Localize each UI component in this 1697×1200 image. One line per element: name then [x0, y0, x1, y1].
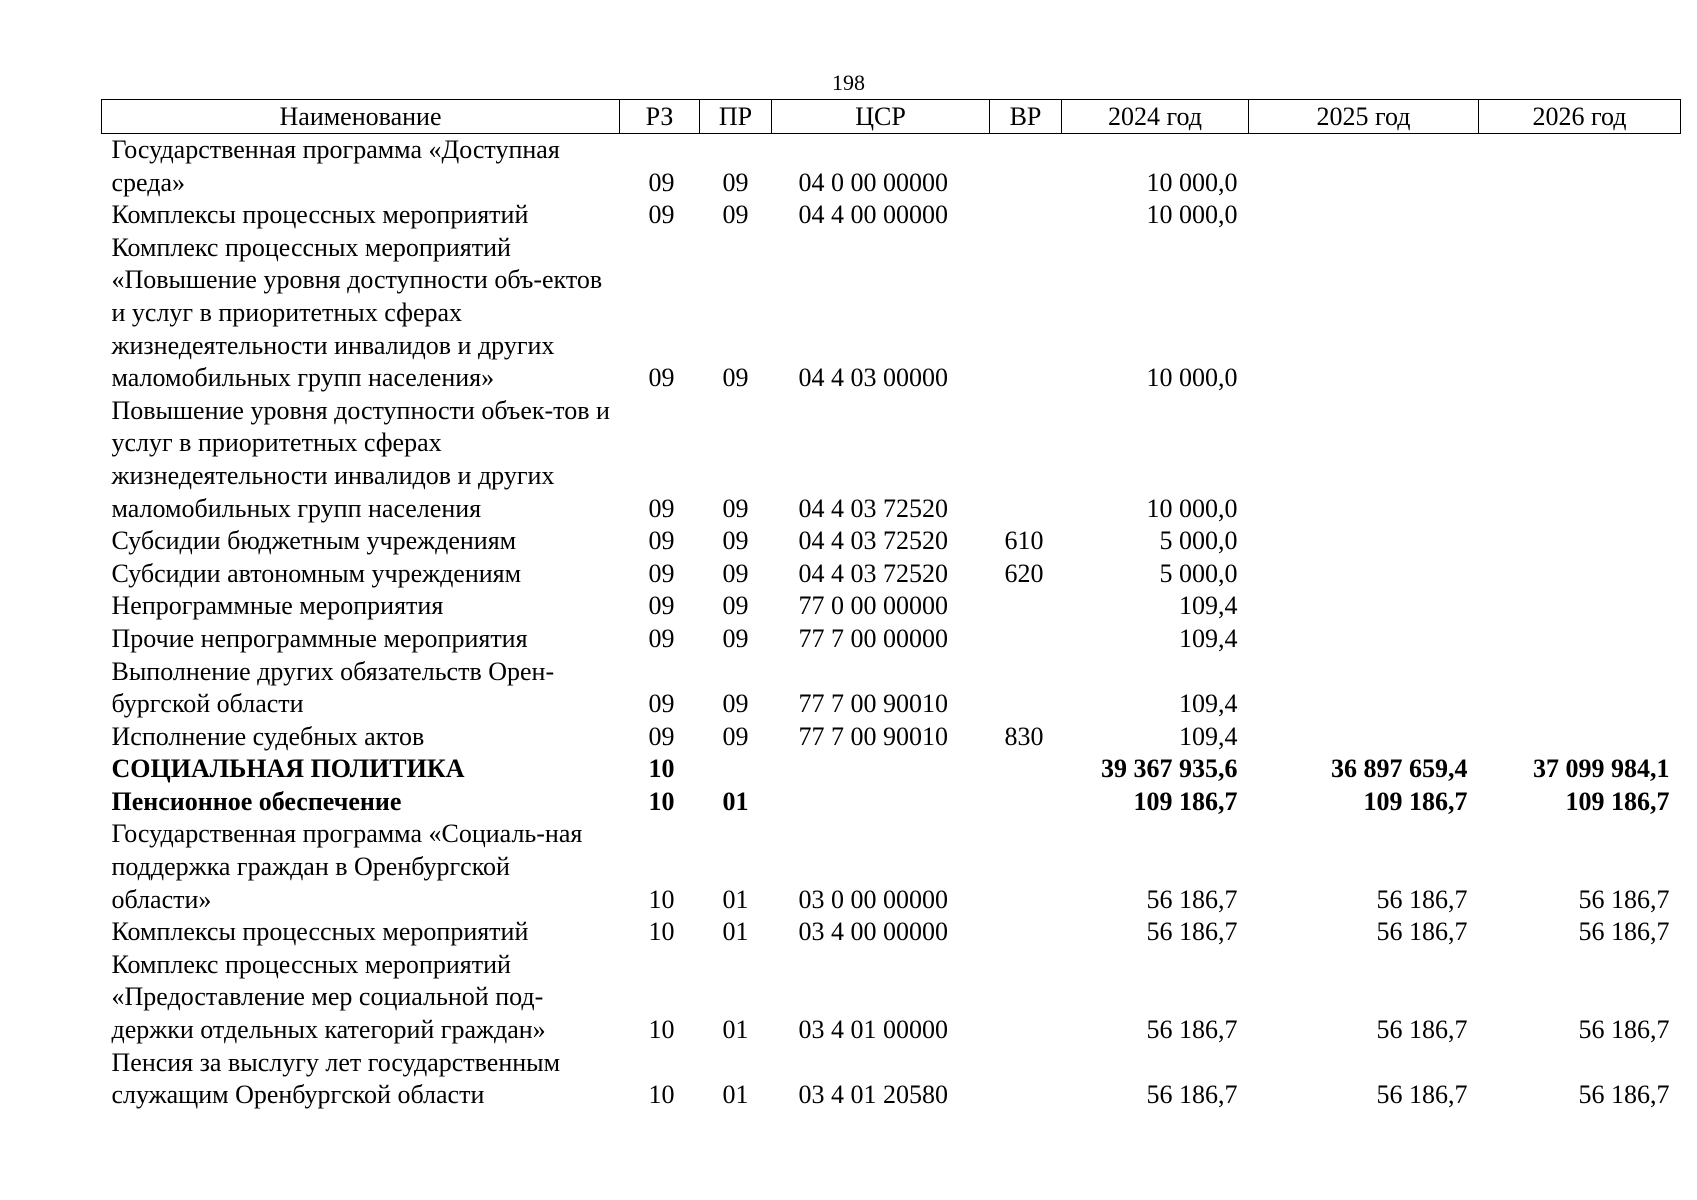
cell-2024: 10 000,0	[1146, 167, 1238, 197]
cell-2025	[1249, 525, 1479, 558]
cell-2025: 36 897 659,4	[1331, 754, 1468, 784]
cell-vr: 830	[1004, 721, 1044, 751]
cell-pr: 09	[722, 526, 749, 556]
cell-vr	[990, 753, 1062, 786]
cell-name: Комплексы процессных мероприятий	[111, 917, 529, 947]
cell-2026	[1479, 656, 1681, 721]
cell-name: Комплекс процессных мероприятий «Повышение уровня доступности объ-ектов и услуг в приоритетных сферах жизнедеятельности инвалидов и других маломобильных групп населения»	[111, 232, 603, 393]
cell-csr: 04 4 03 72520	[798, 526, 948, 556]
cell-vr	[990, 199, 1062, 232]
table-row	[102, 232, 1681, 395]
cell-2025	[1249, 558, 1479, 591]
cell-2026	[1479, 525, 1681, 558]
cell-csr: 77 0 00 00000	[798, 591, 948, 621]
cell-2024: 10 000,0	[1146, 363, 1238, 393]
cell-rz: 10	[648, 884, 675, 914]
cell-csr: 03 4 00 00000	[798, 917, 948, 947]
header-pr: ПР	[700, 100, 772, 134]
header-vr: ВР	[990, 100, 1062, 134]
cell-2026	[1479, 232, 1681, 395]
cell-2025: 109 186,7	[1363, 786, 1468, 816]
cell-vr	[990, 232, 1062, 395]
table-row	[102, 395, 1681, 525]
cell-name: Субсидии бюджетным учреждениям	[111, 526, 517, 556]
cell-2024: 109 186,7	[1133, 786, 1238, 816]
cell-name: Повышение уровня доступности объек-тов и услуг в приоритетных сферах жизнедеятельности инвалидов и других маломобильных групп населения	[111, 395, 610, 523]
cell-rz: 10	[648, 1015, 675, 1045]
cell-2024: 56 186,7	[1146, 1015, 1238, 1045]
cell-2026	[1479, 134, 1681, 200]
table-header-row	[102, 100, 1681, 134]
cell-name: Комплексы процессных мероприятий	[111, 200, 529, 230]
cell-csr: 77 7 00 90010	[798, 721, 948, 751]
cell-2025	[1249, 656, 1479, 721]
cell-csr: 04 0 00 00000	[798, 167, 948, 197]
cell-pr: 09	[722, 558, 749, 588]
cell-name: Исполнение судебных актов	[111, 721, 425, 751]
table-row	[102, 656, 1681, 721]
cell-2024: 10 000,0	[1146, 200, 1238, 230]
cell-rz: 09	[648, 623, 675, 653]
budget-table	[101, 99, 1681, 1112]
cell-csr: 77 7 00 90010	[798, 689, 948, 719]
cell-vr	[990, 656, 1062, 721]
cell-name: Государственная программа «Социаль-ная поддержка граждан в Оренбургской области»	[111, 819, 583, 914]
cell-2026: 56 186,7	[1578, 917, 1670, 947]
table-row	[102, 949, 1681, 1047]
cell-vr	[990, 949, 1062, 1047]
header-2025: 2025 год	[1249, 100, 1479, 134]
cell-2026	[1479, 558, 1681, 591]
cell-2024: 39 367 935,6	[1101, 754, 1238, 784]
cell-pr: 09	[722, 200, 749, 230]
cell-csr: 03 4 01 20580	[798, 1080, 948, 1110]
cell-vr	[990, 134, 1062, 200]
cell-2025	[1249, 623, 1479, 656]
cell-2024: 109,4	[1179, 591, 1238, 621]
cell-vr	[990, 395, 1062, 525]
cell-pr: 01	[722, 884, 749, 914]
cell-2024: 5 000,0	[1159, 558, 1238, 588]
cell-2026	[1479, 199, 1681, 232]
cell-2025	[1249, 395, 1479, 525]
cell-2025	[1249, 134, 1479, 200]
cell-name: Пенсия за выслугу лет государственным служащим Оренбургской области	[111, 1047, 561, 1110]
cell-csr: 04 4 03 72520	[798, 493, 948, 523]
cell-pr: 09	[722, 493, 749, 523]
table-row	[102, 818, 1681, 916]
cell-2025: 56 186,7	[1376, 1015, 1468, 1045]
cell-name: Субсидии автономным учреждениям	[111, 558, 522, 588]
cell-rz: 09	[648, 689, 675, 719]
cell-csr: 04 4 00 00000	[798, 200, 948, 230]
cell-2025: 56 186,7	[1376, 1080, 1468, 1110]
cell-rz: 09	[648, 591, 675, 621]
cell-vr	[990, 916, 1062, 949]
header-rz: РЗ	[620, 100, 700, 134]
cell-2025: 56 186,7	[1376, 884, 1468, 914]
header-name: Наименование	[102, 100, 620, 134]
cell-2024: 109,4	[1179, 623, 1238, 653]
cell-2025	[1249, 232, 1479, 395]
cell-rz: 10	[648, 786, 675, 816]
cell-2026: 56 186,7	[1578, 884, 1670, 914]
header-2024: 2024 год	[1062, 100, 1249, 134]
cell-rz: 09	[648, 363, 675, 393]
cell-pr: 09	[722, 591, 749, 621]
cell-rz: 10	[648, 754, 675, 784]
cell-pr: 01	[722, 1015, 749, 1045]
cell-csr: 04 4 03 72520	[798, 558, 948, 588]
cell-csr: 03 0 00 00000	[798, 884, 948, 914]
cell-vr: 620	[1004, 558, 1044, 588]
cell-2024: 56 186,7	[1146, 917, 1238, 947]
cell-2026: 37 099 984,1	[1533, 754, 1670, 784]
table-row	[102, 590, 1681, 623]
cell-vr	[990, 818, 1062, 916]
table-row	[102, 1047, 1681, 1112]
cell-2025	[1249, 721, 1479, 754]
table-body	[102, 134, 1681, 1112]
cell-2024: 109,4	[1179, 689, 1238, 719]
cell-2025	[1249, 199, 1479, 232]
cell-pr: 09	[722, 721, 749, 751]
table-row	[102, 525, 1681, 558]
cell-rz: 09	[648, 493, 675, 523]
cell-2025: 56 186,7	[1376, 917, 1468, 947]
cell-2025	[1249, 590, 1479, 623]
cell-2026	[1479, 590, 1681, 623]
cell-name: Комплекс процессных мероприятий «Предоставление мер социальной под-держки отдельных категорий граждан»	[111, 949, 546, 1045]
cell-vr: 610	[1004, 526, 1044, 556]
cell-name: Пенсионное обеспечение	[111, 786, 402, 816]
cell-vr	[990, 590, 1062, 623]
cell-vr	[990, 786, 1062, 819]
cell-name: Государственная программа «Доступная среда»	[111, 135, 560, 197]
cell-2024: 5 000,0	[1159, 526, 1238, 556]
cell-2026	[1479, 721, 1681, 754]
cell-pr: 09	[722, 623, 749, 653]
cell-name: Выполнение других обязательств Орен-бургской области	[111, 656, 555, 719]
cell-csr	[772, 753, 990, 786]
cell-csr: 04 4 03 00000	[798, 363, 948, 393]
table-row	[102, 721, 1681, 754]
cell-csr: 03 4 01 00000	[798, 1015, 948, 1045]
cell-rz: 09	[648, 526, 675, 556]
cell-pr: 01	[722, 917, 749, 947]
cell-2026: 109 186,7	[1565, 786, 1670, 816]
cell-2024: 109,4	[1179, 721, 1238, 751]
header-2026: 2026 год	[1479, 100, 1681, 134]
cell-pr: 09	[722, 167, 749, 197]
cell-pr: 01	[722, 786, 749, 816]
cell-pr: 09	[722, 363, 749, 393]
cell-2024: 56 186,7	[1146, 1080, 1238, 1110]
header-csr: ЦСР	[772, 100, 990, 134]
cell-vr	[990, 1047, 1062, 1112]
cell-pr: 09	[722, 689, 749, 719]
cell-rz: 10	[648, 1080, 675, 1110]
table-row	[102, 623, 1681, 656]
cell-rz: 09	[648, 200, 675, 230]
cell-csr	[772, 786, 990, 819]
page-number: 198	[832, 70, 865, 95]
cell-pr: 01	[722, 1080, 749, 1110]
table-row	[102, 753, 1681, 786]
cell-vr	[990, 623, 1062, 656]
cell-name: Непрограммные мероприятия	[111, 591, 444, 621]
cell-name: Прочие непрограммные мероприятия	[111, 623, 528, 653]
table-row	[102, 199, 1681, 232]
cell-csr: 77 7 00 00000	[798, 623, 948, 653]
cell-2024: 10 000,0	[1146, 493, 1238, 523]
table-row	[102, 916, 1681, 949]
cell-rz: 09	[648, 721, 675, 751]
cell-rz: 09	[648, 558, 675, 588]
cell-2024: 56 186,7	[1146, 884, 1238, 914]
cell-2026: 56 186,7	[1578, 1015, 1670, 1045]
cell-rz: 09	[648, 167, 675, 197]
cell-rz: 10	[648, 917, 675, 947]
table-row	[102, 786, 1681, 819]
table-row	[102, 134, 1681, 200]
cell-2026	[1479, 623, 1681, 656]
cell-2026: 56 186,7	[1578, 1080, 1670, 1110]
cell-name: СОЦИАЛЬНАЯ ПОЛИТИКА	[111, 754, 465, 784]
cell-pr	[700, 753, 772, 786]
cell-2026	[1479, 395, 1681, 525]
table-row	[102, 558, 1681, 591]
